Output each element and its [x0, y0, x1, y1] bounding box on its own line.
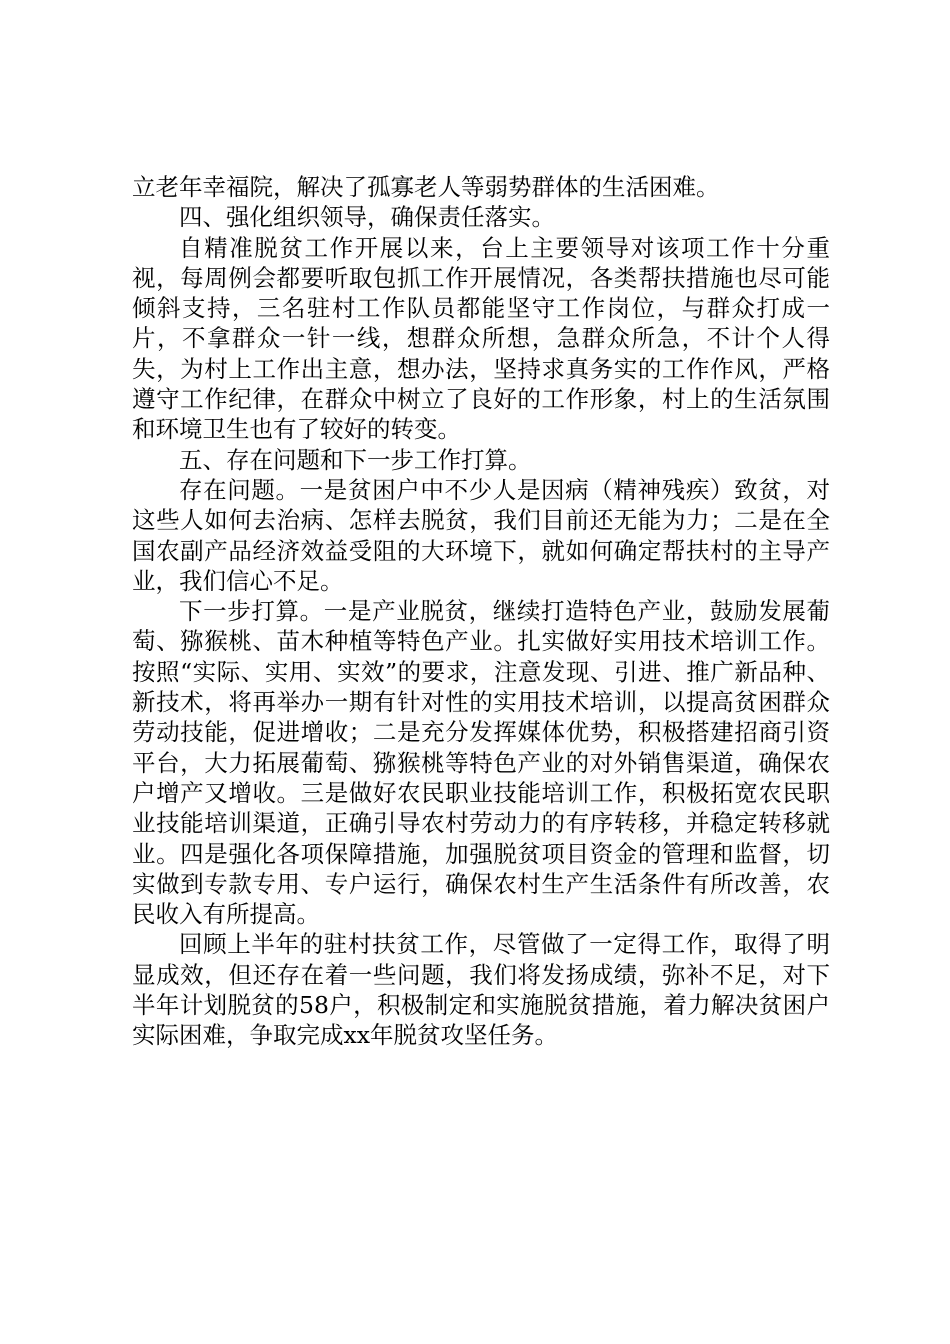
section-heading-five: 五、存在问题和下一步工作打算。	[179, 445, 532, 474]
paragraph: 自精准脱贫工作开展以来，台上主要领导对该项工作十分重视，每周例会都要听取包抓工作开展情况，各类帮扶措施也尽可能倾斜支持，三名驻村工作队员都能坚守工作岗位，与群众打成一片，不拿群众一针一线，想群众所想，急群众所急，不计个人得失，为村上工作出主意，想办法，坚持求真务实的工作作风，严格遵守工作纪律，在群众中树立了良好的工作形象，村上的生活氛围和环境卫生也有了较好的转变。	[132, 233, 830, 444]
section-heading-four: 四、强化组织领导，确保责任落实。	[179, 203, 555, 232]
paragraph: 回顾上半年的驻村扶贫工作，尽管做了一定得工作，取得了明显成效，但还存在着一些问题，我们将发扬成绩，弥补不足，对下半年计划脱贫的58户，积极制定和实施脱贫措施，着力解决贫困户实际困难，争取完成xx年脱贫攻坚任务。	[132, 930, 830, 1050]
paragraph: 下一步打算。一是产业脱贫，继续打造特色产业，鼓励发展葡萄、猕猴桃、苗木种植等特色产业。扎实做好实用技术培训工作。按照“实际、实用、实效”的要求，注意发现、引进、推广新品种、新技术，将再举办一期有针对性的实用技术培训，以提高贫困群众劳动技能，促进增收；二是充分发挥媒体优势，积极搭建招商引资平台，大力拓展葡萄、猕猴桃等特色产业的对外销售渠道，确保农户增产又增收。三是做好农民职业技能培训工作，积极拓宽农民职业技能培训渠道，正确引导农村劳动力的有序转移，并稳定转移就业。四是强化各项保障措施，加强脱贫项目资金的管理和监督，切实做到专款专用、专户运行，确保农村生产生活条件有所改善，农民收入有所提高。	[132, 597, 830, 929]
document-body	[132, 172, 830, 1051]
paragraph-continuation: 立老年幸福院，解决了孤寡老人等弱势群体的生活困难。	[132, 173, 720, 201]
paragraph: 存在问题。一是贫困户中不少人是因病（精神残疾）致贫，对这些人如何去治病、怎样去脱贫，我们目前还无能为力；二是在全国农副产品经济效益受阻的大环境下，就如何确定帮扶村的主导产业，我们信心不足。	[132, 475, 830, 595]
